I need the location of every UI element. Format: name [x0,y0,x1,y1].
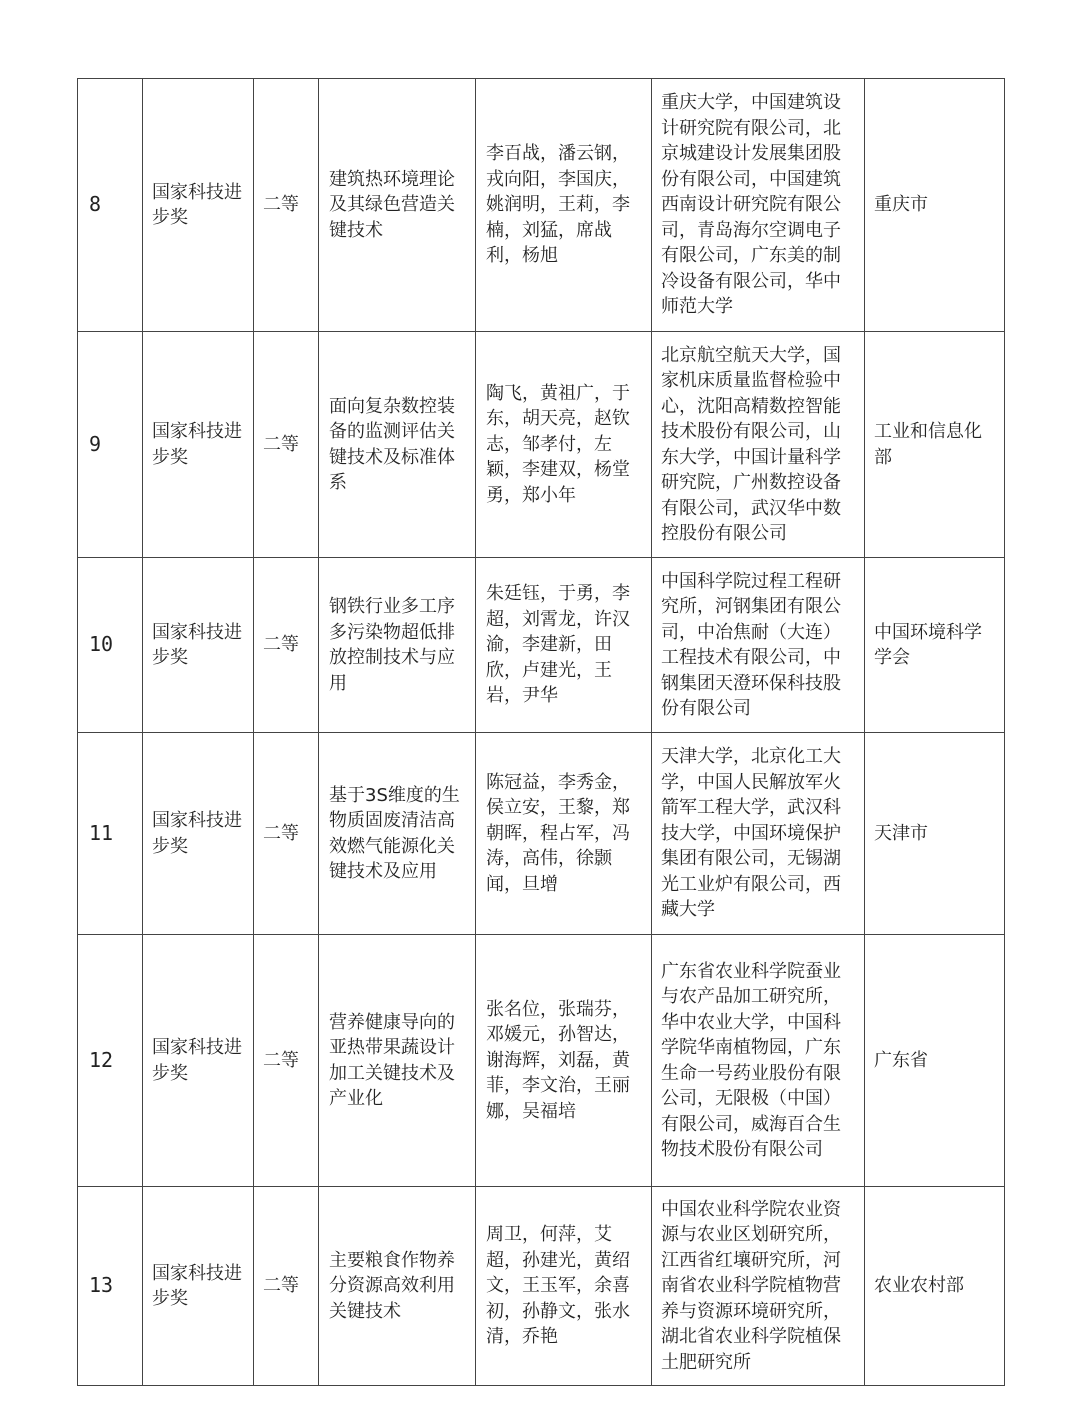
completing-units: 中国科学院过程工程研究所，河钢集团有限公司，中冶焦耐（大连）工程技术有限公司，中钢集团天澄环保科技股份有限公司 [652,558,865,733]
project-members: 陶飞，黄祖广，于东，胡天亮，赵钦志，邹孝付，左颖，李建双，杨堂勇，郑小年 [476,332,652,558]
awards-table [77,78,1005,1386]
table-row [78,79,1005,332]
row-number: 12 [78,935,143,1187]
table-row [78,733,1005,935]
award-grade: 二等 [254,558,319,733]
nominating-unit: 中国环境科学学会 [865,558,1005,733]
completing-units: 重庆大学，中国建筑设计研究院有限公司，北京城建设计发展集团股份有限公司，中国建筑西南设计研究院有限公司，青岛海尔空调电子有限公司，广东美的制冷设备有限公司，华中师范大学 [652,79,865,332]
completing-units: 广东省农业科学院蚕业与农产品加工研究所，华中农业大学，中国科学院华南植物园，广东生命一号药业股份有限公司，无限极（中国）有限公司，威海百合生物技术股份有限公司 [652,935,865,1187]
table-row [78,558,1005,733]
project-title: 主要粮食作物养分资源高效利用关键技术 [319,1187,476,1386]
award-grade: 二等 [254,935,319,1187]
project-title: 钢铁行业多工序多污染物超低排放控制技术与应用 [319,558,476,733]
table-row [78,935,1005,1187]
nominating-unit: 重庆市 [865,79,1005,332]
award-grade: 二等 [254,1187,319,1386]
award-name: 国家科技进步奖 [143,558,254,733]
award-name: 国家科技进步奖 [143,1187,254,1386]
award-name: 国家科技进步奖 [143,935,254,1187]
nominating-unit: 农业农村部 [865,1187,1005,1386]
project-members: 张名位，张瑞芬，邓媛元，孙智达，谢海辉，刘磊，黄菲，李文治，王丽娜，吴福培 [476,935,652,1187]
project-members: 陈冠益，李秀金，侯立安，王黎，郑朝晖，程占军，冯涛，高伟，徐颢闻，旦增 [476,733,652,935]
project-title: 面向复杂数控装备的监测评估关键技术及标准体系 [319,332,476,558]
row-number: 13 [78,1187,143,1386]
award-grade: 二等 [254,79,319,332]
nominating-unit: 天津市 [865,733,1005,935]
completing-units: 北京航空航天大学，国家机床质量监督检验中心，沈阳高精数控智能技术股份有限公司，山东大学，中国计量科学研究院，广州数控设备有限公司，武汉华中数控股份有限公司 [652,332,865,558]
award-grade: 二等 [254,332,319,558]
nominating-unit: 工业和信息化部 [865,332,1005,558]
project-members: 朱廷钰，于勇，李超，刘霄龙，许汉渝，李建新，田欣，卢建光，王岩，尹华 [476,558,652,733]
row-number: 9 [78,332,143,558]
award-name: 国家科技进步奖 [143,733,254,935]
project-members: 周卫，何萍，艾超，孙建光，黄绍文，王玉军，余喜初，孙静文，张水清，乔艳 [476,1187,652,1386]
completing-units: 天津大学，北京化工大学，中国人民解放军火箭军工程大学，武汉科技大学，中国环境保护集团有限公司，无锡湖光工业炉有限公司，西藏大学 [652,733,865,935]
row-number: 11 [78,733,143,935]
awards-table-container [77,78,1004,1386]
award-grade: 二等 [254,733,319,935]
project-title: 建筑热环境理论及其绿色营造关键技术 [319,79,476,332]
row-number: 8 [78,79,143,332]
completing-units: 中国农业科学院农业资源与农业区划研究所，江西省红壤研究所，河南省农业科学院植物营养与资源环境研究所，湖北省农业科学院植保土肥研究所 [652,1187,865,1386]
award-name: 国家科技进步奖 [143,332,254,558]
table-row [78,332,1005,558]
project-members: 李百战，潘云钢，戎向阳，李国庆，姚润明，王莉，李楠，刘猛，席战利，杨旭 [476,79,652,332]
project-title: 基于3S维度的生物质固废清洁高效燃气能源化关键技术及应用 [319,733,476,935]
row-number: 10 [78,558,143,733]
table-row [78,1187,1005,1386]
award-name: 国家科技进步奖 [143,79,254,332]
project-title: 营养健康导向的亚热带果蔬设计加工关键技术及产业化 [319,935,476,1187]
nominating-unit: 广东省 [865,935,1005,1187]
